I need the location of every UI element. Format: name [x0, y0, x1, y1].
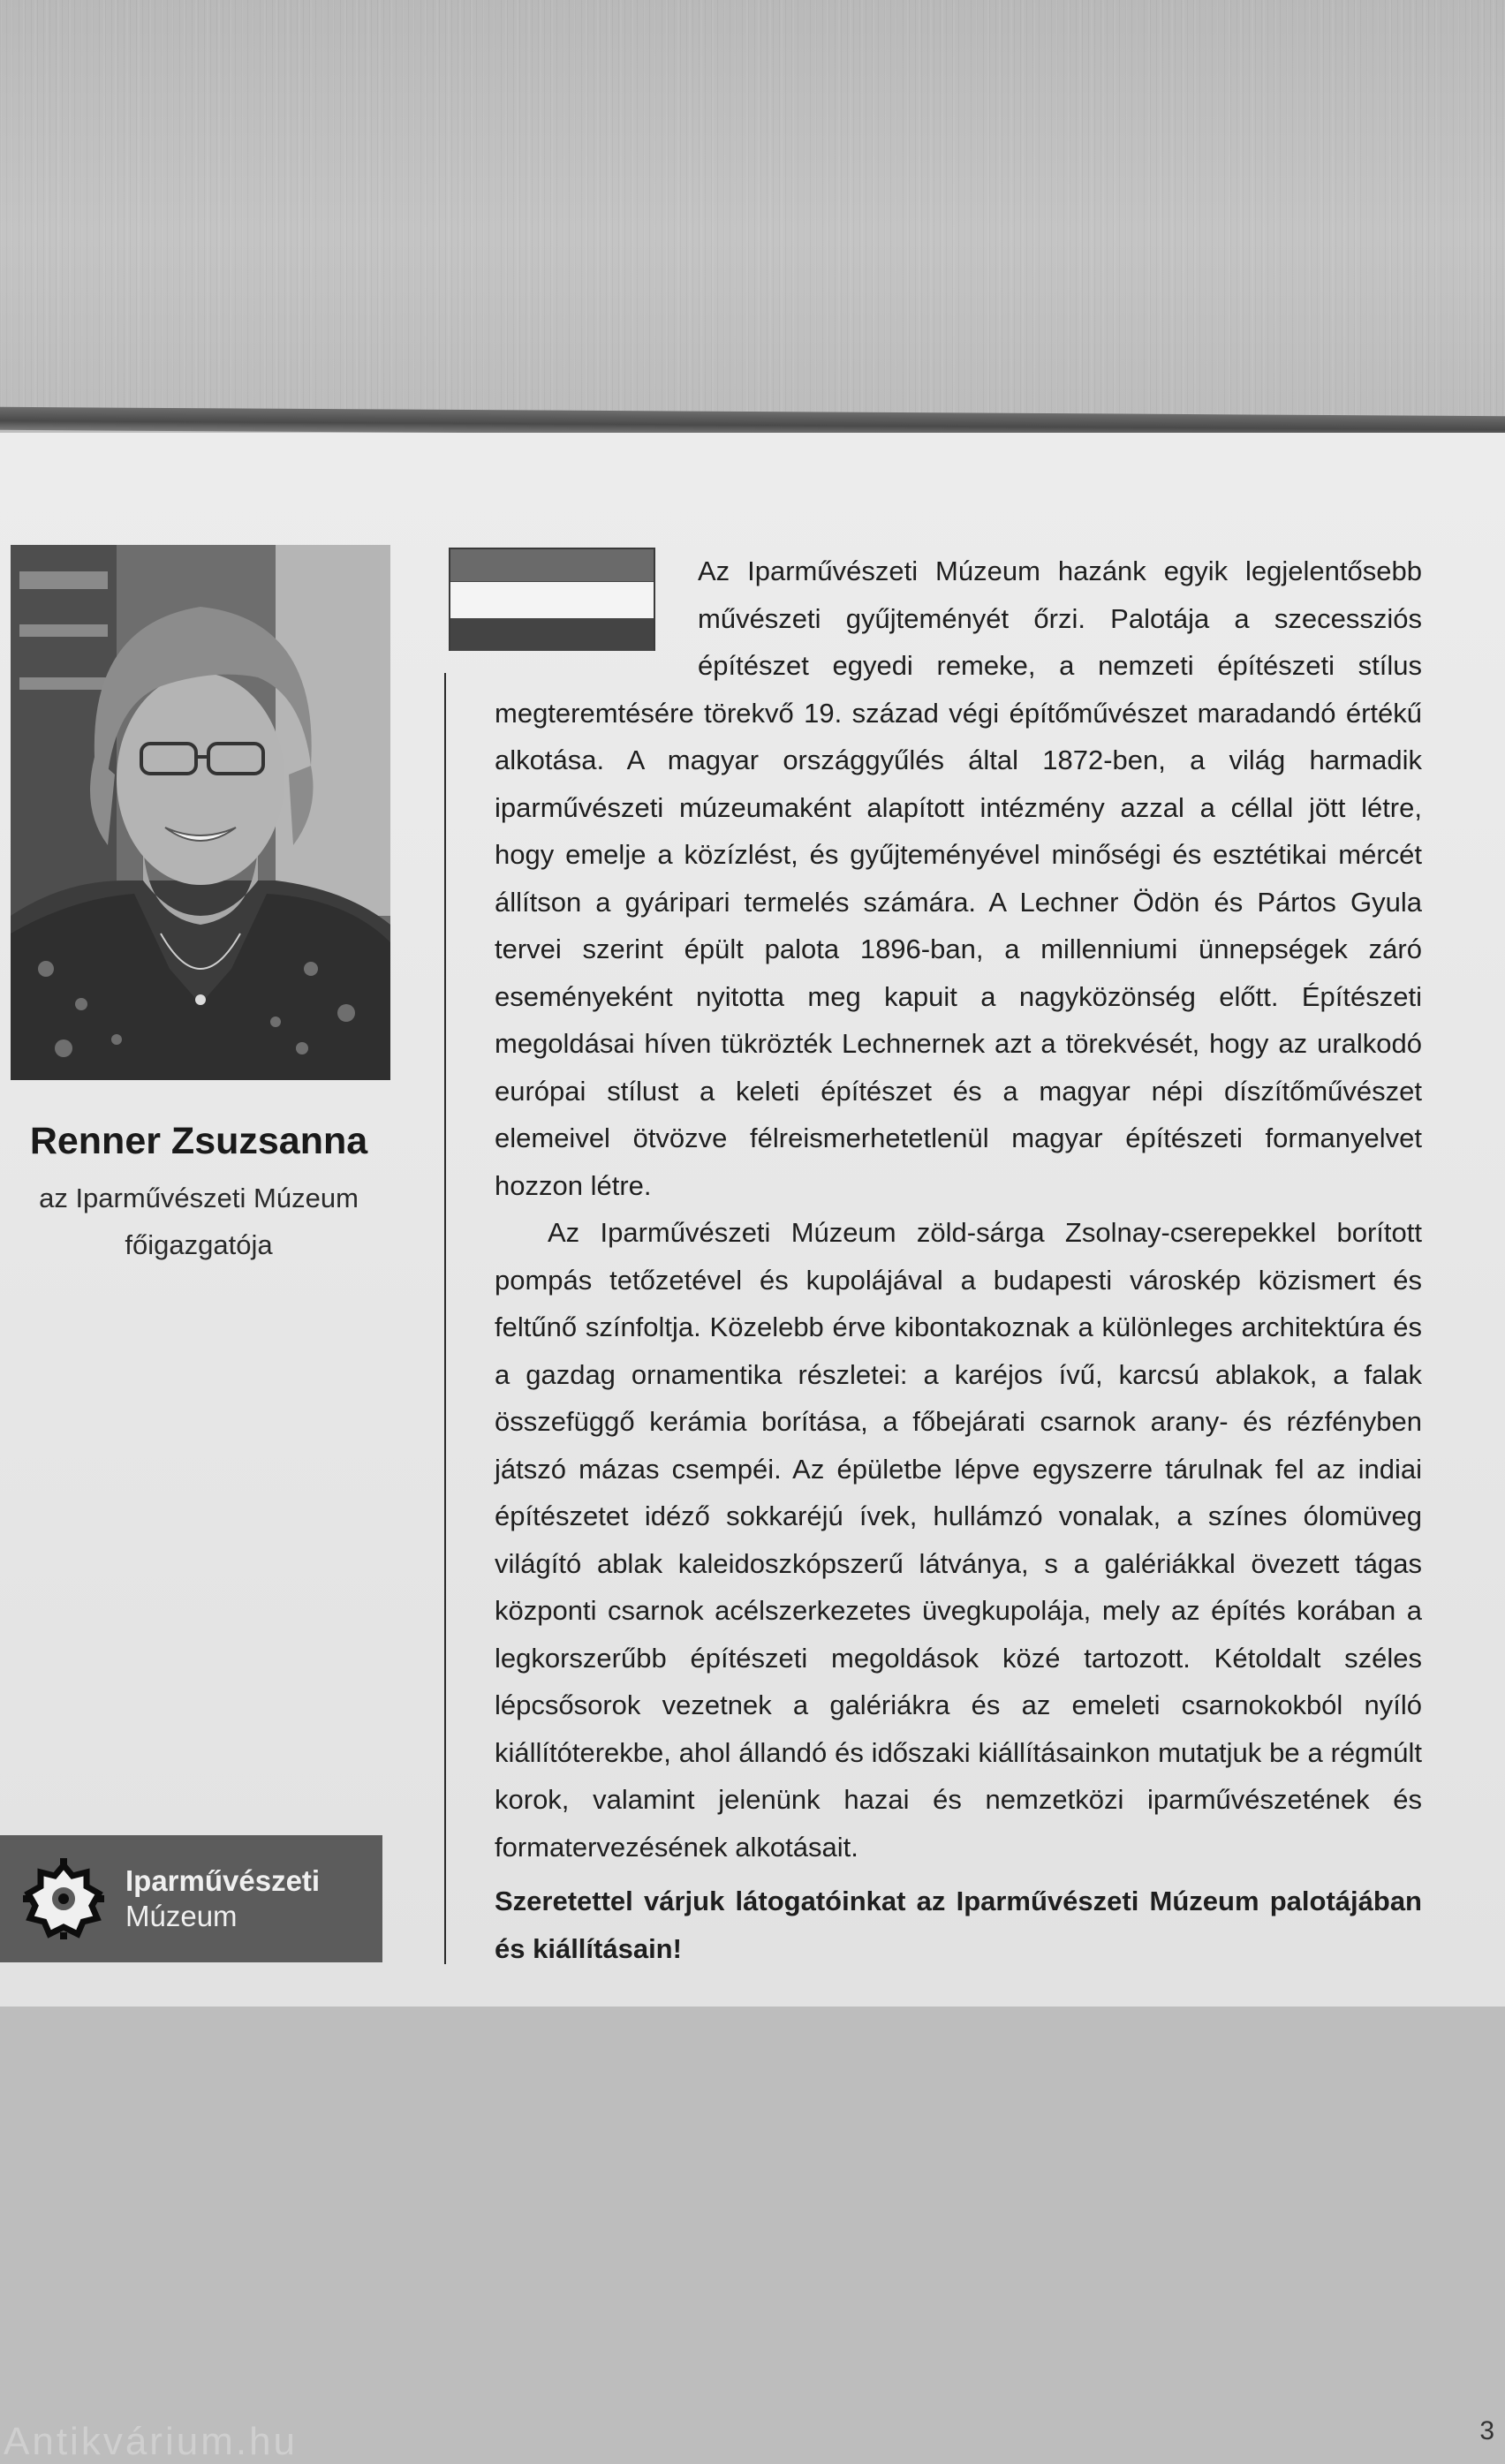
- logo-line-1: Iparművészeti: [125, 1864, 321, 1897]
- flag-float-spacer: [486, 548, 689, 687]
- museum-logo: [0, 1835, 382, 1962]
- column-divider: [444, 673, 446, 1964]
- article-closing: Szeretettel várjuk látogatóinkat az Iparművészeti Múzeum palotájában és kiállításain!: [495, 1886, 1422, 1964]
- page-number: 3: [1479, 2416, 1494, 2445]
- watermark: Antikvárium.hu: [4, 2420, 299, 2463]
- book-page: [0, 433, 1505, 2463]
- person-title: [0, 1175, 397, 1268]
- article-body: [495, 548, 1422, 1972]
- portrait-photo: [11, 545, 390, 1080]
- logo-line-2: Múzeum: [125, 1900, 238, 1932]
- article-paragraph-1: Az Iparművészeti Múzeum hazánk egyik legjelentősebb művészeti gyűjteményét őrzi. Palotája a szecessziós építészet egyedi remeke, a nemzeti építészeti stílus megteremtésére törekvő 19. század végi építőművészet maradandó értékű alkotása. A magyar országgyűlés által 1872-ben, a világ harmadik iparművészeti múzeumaként alapított intézmény azzal a céllal jött létre, hogy emelje a közízlést, és gyűjteményével minőségi és esztétikai mércét állítson a gyáripari termelés számára. A Lechner Ödön és Pártos Gyula tervei szerint épült palota 1896-ban, a millenniumi ünnepségek záró eseményeként nyitotta meg kapuit a nagyközönség előtt. Építészeti megoldásai híven tükrözték Lechnernek azt a törekvését, hogy az uralkodó európai stílust a keleti építészet és a magyar népi díszítőművészet elemeivel ötvözve félreismerhetetlenül magyar építészeti formanyelvet hozzon létre.: [495, 556, 1422, 1201]
- table-surface: [0, 0, 1505, 424]
- title-line-2: főigazgatója: [125, 1229, 273, 1260]
- museum-gear-icon: [21, 1856, 106, 1941]
- logo-wordmark: [125, 1863, 320, 1934]
- article-paragraph-2: Az Iparművészeti Múzeum zöld-sárga Zsolnay-cserepekkel borított pompás tetőzetével és kupolájával a budapesti városkép közismert és feltűnő színfoltja. Közelebb érve kibontakoznak a különleges architektúra és a gazdag ornamentika részletei: a karéjos ívű, karcsú ablakok, a falak összefüggő kerámia borítása, a főbejárati csarnok arany- és rézfényben játszó mázas csempéi. Az épületbe lépve egyszerre tárulnak fel az indiai építészetet idéző sokkaréjú ívek, hullámzó vonalak, a színes ólomüveg világító ablak kaleidoszkópszerű látványa, s a galériákkal övezett tágas központi csarnok acélszerkezetes üvegkupolája, mely az építés korában a legkorszerűbb építészeti megoldások közé tartozott. Kétoldalt széles lépcsősorok vezetnek a galériákra és az emeleti csarnokokból nyíló kiállítóterekbe, ahol állandó és időszaki kiállításainkon mutatjuk be a régmúlt korok, valamint jelenünk hazai és nemzetközi iparművészetének és formatervezésének alkotásait.: [495, 1217, 1422, 1863]
- person-name: Renner Zsuzsanna: [29, 1120, 368, 1162]
- title-line-1: az Iparművészeti Múzeum: [39, 1183, 359, 1213]
